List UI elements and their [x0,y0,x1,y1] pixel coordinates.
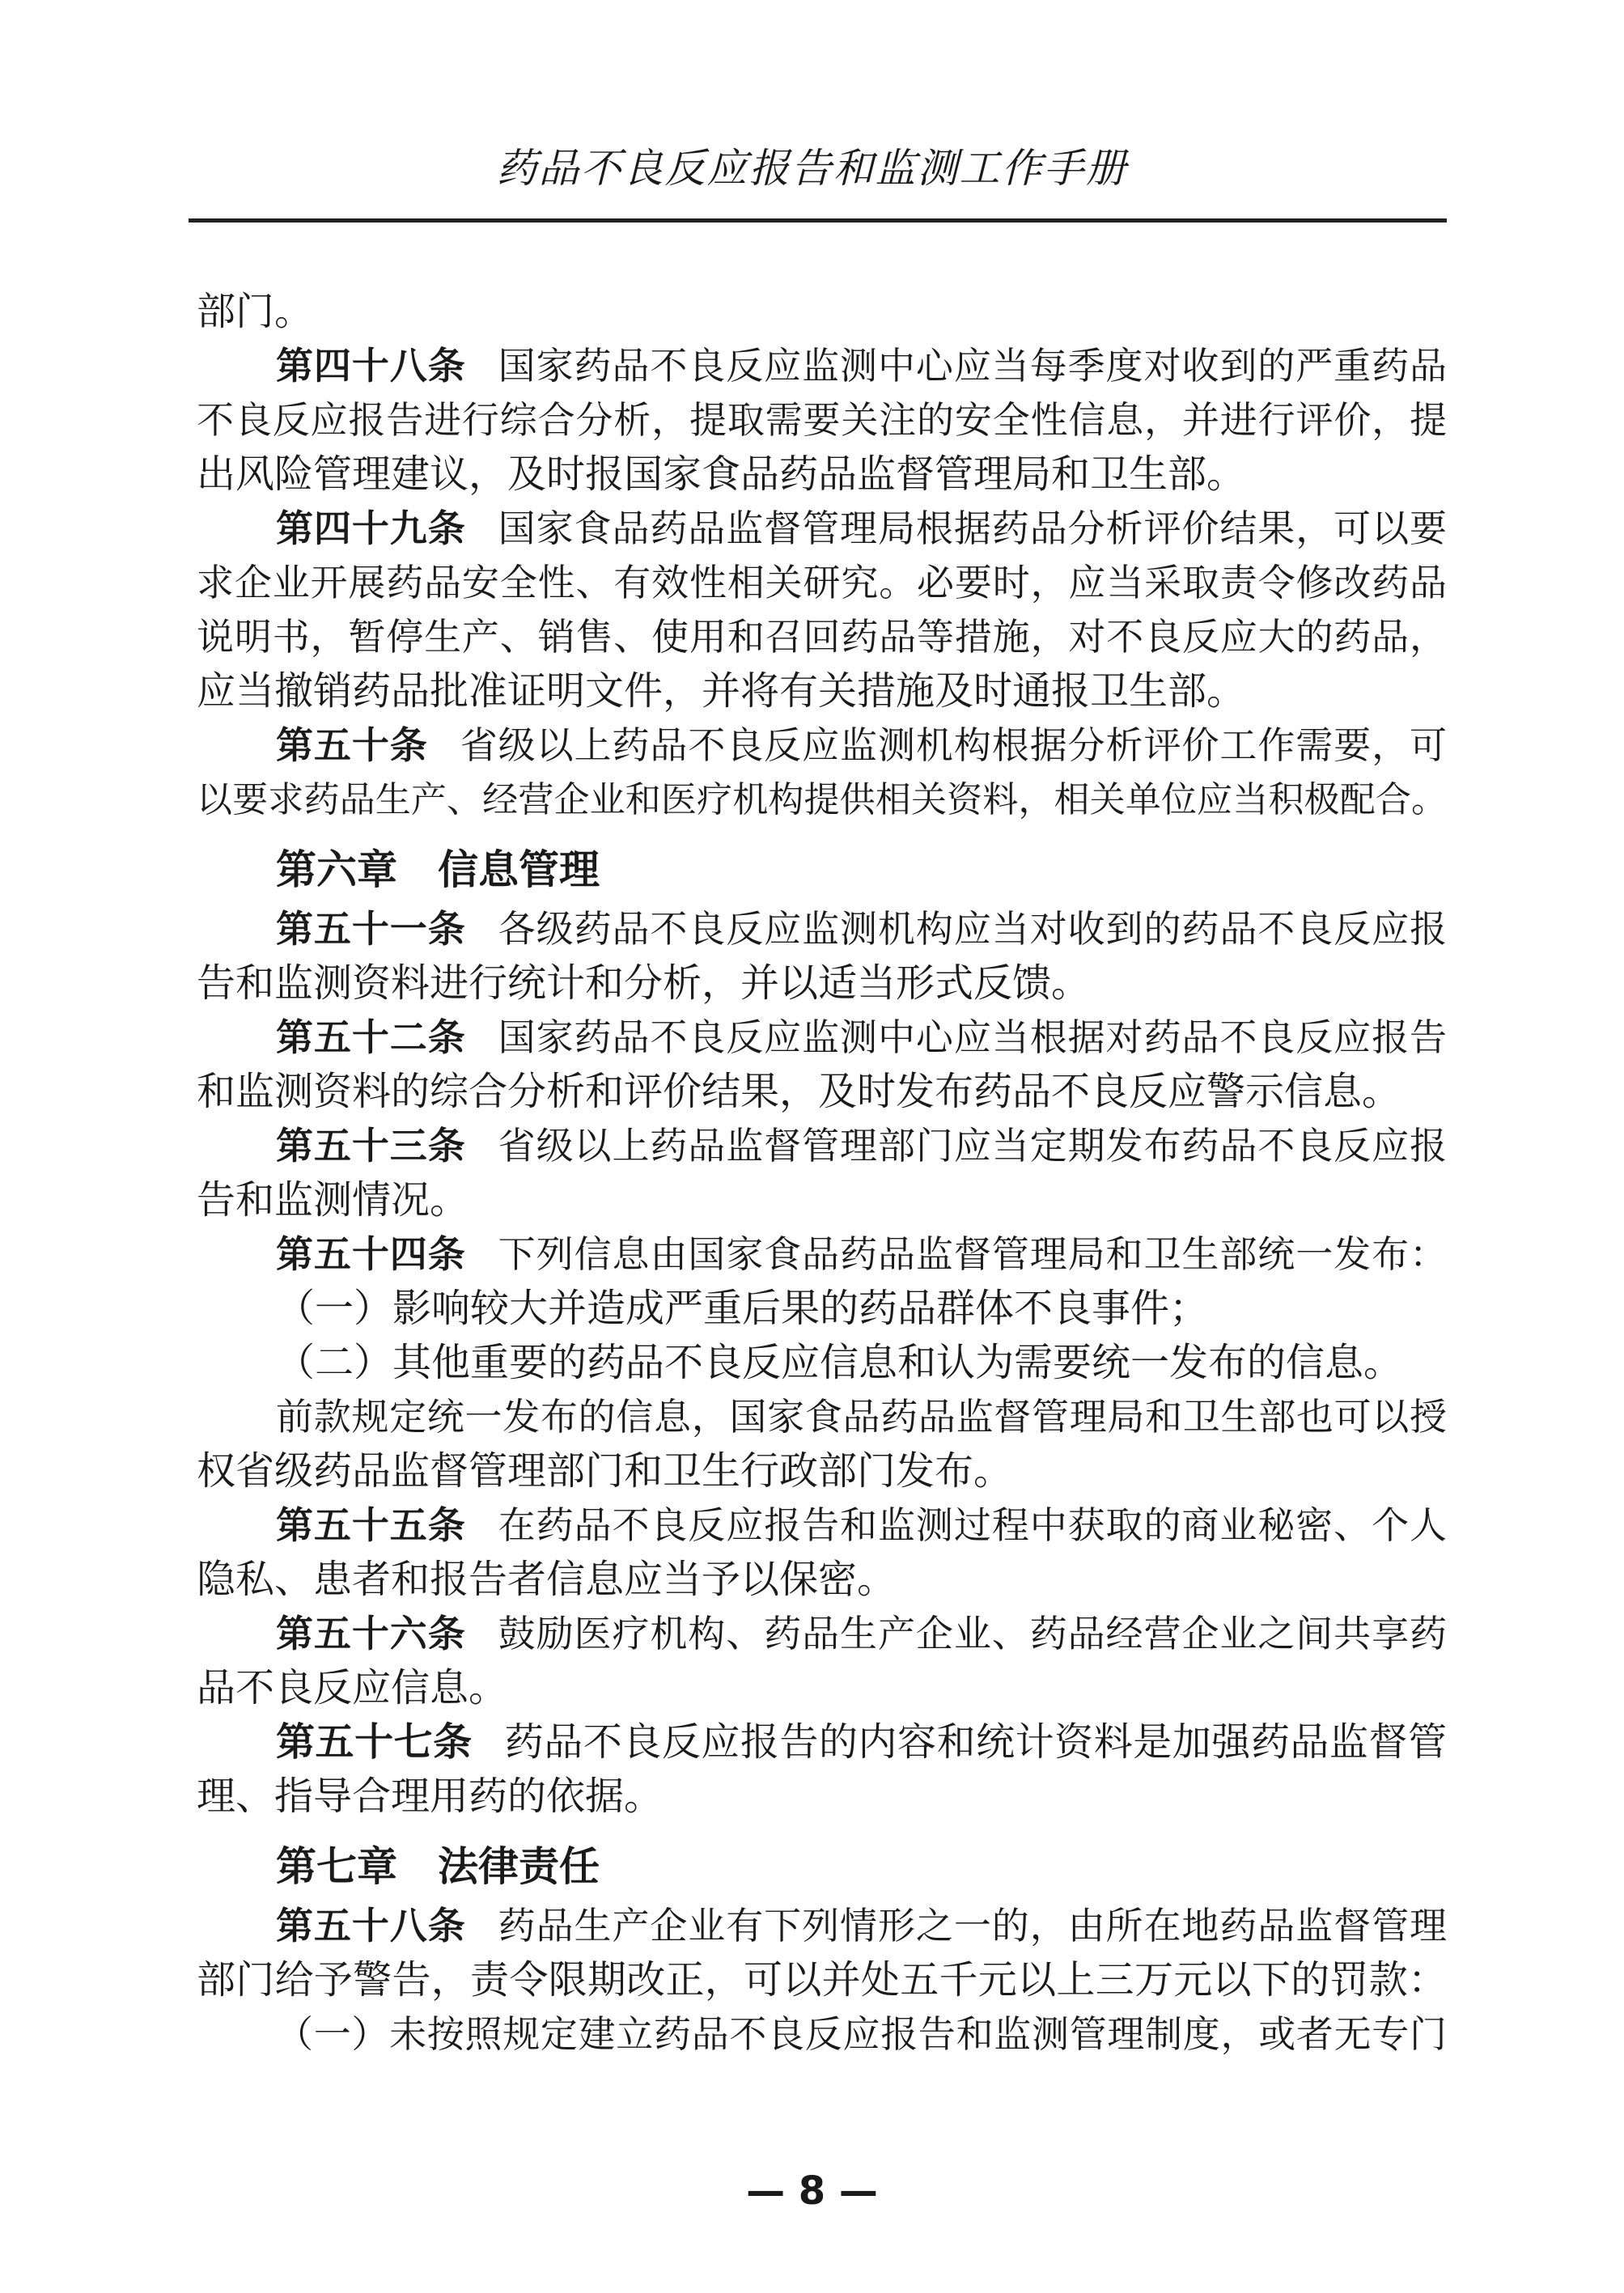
text-line [197,1390,1447,1444]
chapter-title: 法律责任 [438,1843,600,1890]
line-text: 前款规定统一发布的信息，国家食品药品监督管理局和卫生部也可以授 [276,1395,1447,1439]
text-line [197,556,1447,610]
line-text: 药品生产企业有下列情形之一的，由所在地药品监督管理 [498,1904,1448,1948]
text-line [197,285,1447,339]
header-divider [189,218,1447,223]
line-text: 隐私、患者和报告者信息应当予以保密。 [197,1557,897,1602]
article-line [197,902,1447,956]
line-text: （一）未按照规定建立药品不良反应报告和监测管理制度，或者无专门 [276,2012,1447,2056]
article-number: 第四十八条 [276,344,466,388]
article-line [197,1227,1447,1282]
line-text: 说明书，暂停生产、销售、使用和召回药品等措施，对不良反应大的药品， [197,615,1447,659]
article-number: 第五十条 [276,723,428,767]
article-line [197,1899,1447,1953]
article-line [197,718,1447,773]
text-line [197,956,1447,1011]
line-text: 应当撤销药品批准证明文件，并将有关措施及时通报卫生部。 [197,668,1246,714]
article-number: 第五十五条 [276,1503,466,1547]
article-line [197,1607,1447,1661]
line-text: 部门给予警告，责令限期改正，可以并处五千元以上三万元以下的罚款： [197,1957,1447,2003]
text-line [197,1444,1447,1498]
line-text: 品不良反应信息。 [197,1665,508,1710]
article-number: 第五十一条 [276,907,466,951]
document-body [197,285,1447,2062]
article-number: 第五十三条 [276,1124,466,1168]
article-number: 第四十九条 [276,506,466,550]
line-text: 国家食品药品监督管理局根据药品分析评价结果，可以要 [498,506,1448,550]
line-text: 告和监测资料进行统计和分析，并以适当形式反馈。 [197,960,1091,1006]
article-line [197,1498,1447,1553]
line-text: 省级以上药品不良反应监测机构根据分析评价工作需要，可 [460,723,1448,767]
text-line [197,1282,1447,1336]
text-line [197,393,1447,447]
line-text: 求企业开展药品安全性、有效性相关研究。必要时，应当采取责令修改药品 [197,561,1447,604]
text-line [197,773,1447,827]
text-line [197,447,1447,502]
line-text: 权省级药品监督管理部门和卫生行政部门发布。 [197,1448,1013,1494]
article-line [197,502,1447,556]
chapter-heading [197,843,1447,897]
line-text: 出风险管理建议，及时报国家食品药品监督管理局和卫生部。 [197,451,1246,497]
text-line [197,1953,1447,2007]
text-line [197,664,1447,718]
article-number: 第五十二条 [276,1015,466,1059]
line-text: （二）其他重要的药品不良反应信息和认为需要统一发布的信息。 [276,1340,1403,1385]
text-line [197,610,1447,664]
text-line [197,1173,1447,1227]
article-line [197,1011,1447,1065]
text-line [197,1336,1447,1390]
article-number: 第五十七条 [276,1719,473,1765]
line-text: 省级以上药品监督管理部门应当定期发布药品不良反应报 [498,1124,1448,1168]
line-text: 国家药品不良反应监测中心应当根据对药品不良反应报告 [498,1015,1448,1059]
line-text: 药品不良反应报告的内容和统计资料是加强药品监督管 [504,1719,1447,1765]
line-text: 国家药品不良反应监测中心应当每季度对收到的严重药品 [498,344,1448,388]
line-text: 不良反应报告进行综合分析，提取需要关注的安全性信息，并进行评价，提 [197,398,1447,442]
article-number: 第五十八条 [276,1904,466,1948]
line-text: 鼓励医疗机构、药品生产企业、药品经营企业之间共享药 [498,1612,1448,1655]
chapter-number: 第七章 [276,1843,397,1890]
chapter-number: 第六章 [276,846,397,893]
text-line [197,1065,1447,1119]
article-number: 第五十四条 [276,1232,466,1276]
page-number: — 8 — [746,2168,878,2214]
line-text: 在药品不良反应报告和监测过程中获取的商业秘密、个人 [498,1503,1448,1547]
article-line [197,1119,1447,1173]
line-text: 以要求药品生产、经营企业和医疗机构提供相关资料，相关单位应当积极配合。 [197,779,1447,820]
text-line [197,1553,1447,1607]
line-text: 和监测资料的综合分析和评价结果，及时发布药品不良反应警示信息。 [197,1069,1401,1114]
line-text: 部门。 [197,289,314,334]
article-line [197,339,1447,393]
article-line [197,1715,1447,1770]
chapter-heading [197,1840,1447,1894]
text-line [197,1661,1447,1715]
text-line [197,2007,1447,2062]
line-text: （一）影响较大并造成严重后果的药品群体不良事件； [276,1286,1209,1331]
text-line [197,1770,1447,1824]
line-text: 告和监测情况。 [197,1177,469,1223]
running-header-title: 药品不良反应报告和监测工作手册 [496,145,1128,192]
line-text: 各级药品不良反应监测机构应当对收到的药品不良反应报 [498,907,1448,951]
line-text: 下列信息由国家食品药品监督管理局和卫生部统一发布： [498,1232,1448,1276]
line-text: 理、指导合理用药的依据。 [197,1774,664,1819]
chapter-title: 信息管理 [438,846,600,893]
article-number: 第五十六条 [276,1612,466,1655]
